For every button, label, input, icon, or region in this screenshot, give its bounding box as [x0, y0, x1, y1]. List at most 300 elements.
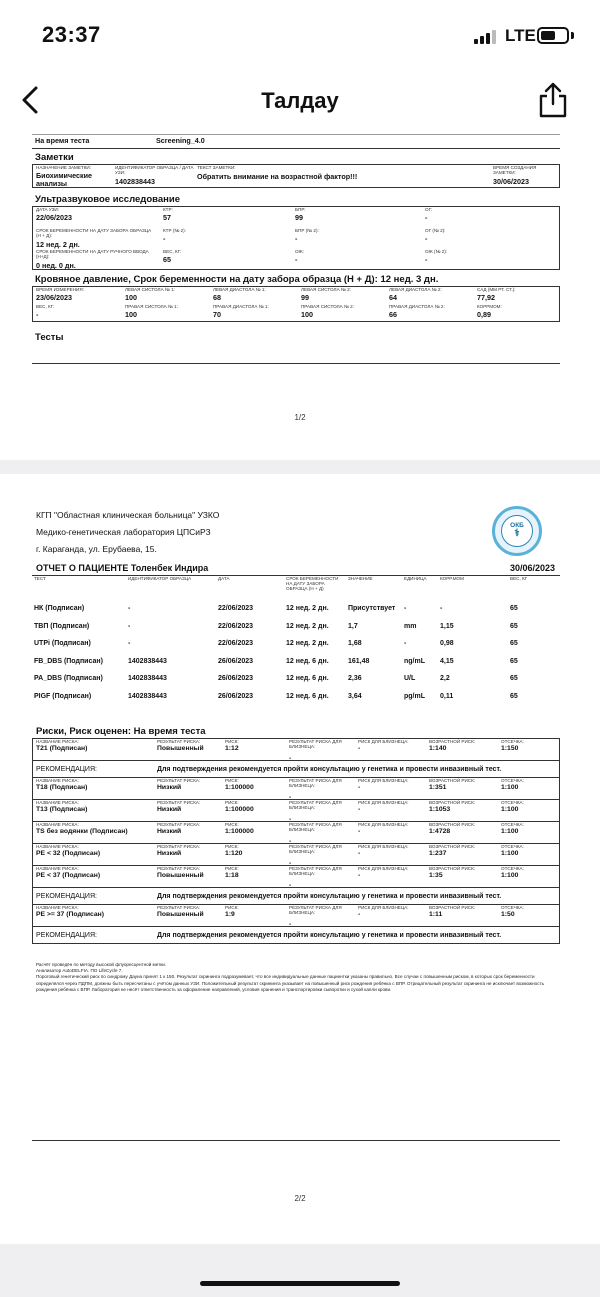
risk-cell [289, 823, 355, 845]
risk-cell [501, 906, 567, 918]
risk-cell-label: ВОЗРАСТНОЙ РИСК: [429, 778, 476, 783]
risk-cell-value: Повышенный [157, 744, 204, 752]
risk-row [33, 843, 559, 865]
risk-cell [358, 845, 424, 857]
risk-cell-value: - [289, 793, 292, 801]
table-row [32, 635, 560, 653]
risk-cell [289, 906, 355, 928]
risk-cell [289, 845, 355, 867]
notes-text-label: ТЕКСТ ЗАМЕТКИ: [197, 165, 236, 170]
bp-value: 77,92 [477, 293, 495, 302]
risk-cell [501, 740, 567, 752]
table-cell: 12 нед. 6 дн. [286, 675, 329, 683]
risk-cell-value: PE >= 37 (Подписан) [36, 910, 105, 918]
ultrasound-label: ДАТА УЗИ: [36, 207, 59, 212]
bp-value: 100 [125, 293, 137, 302]
risk-cell-value: - [289, 920, 292, 928]
risk-cell-label: РЕЗУЛЬТАТ РИСКА ДЛЯ БЛИЗНЕЦА: [289, 905, 342, 915]
table-row [32, 670, 560, 688]
risk-cell-value: 1:35 [429, 871, 443, 879]
risk-row [33, 777, 559, 799]
risk-cell-value: - [358, 827, 361, 835]
footnote-2: Анализатор AutoDELFIA. ПО LifeCycle 7. [36, 968, 123, 974]
bp-title: Кровяное давление, Срок беременности на дату забора образца (Н + Д): 12 нед. 3 дн. [35, 274, 439, 285]
risk-cell-label: ВОЗРАСТНОЙ РИСК: [429, 800, 476, 805]
risk-cell-value: Низкий [157, 849, 182, 857]
risk-cell [36, 779, 154, 791]
bp-value: 100 [125, 310, 137, 319]
risk-cell-label: РИСК ДЛЯ БЛИЗНЕЦА: [358, 778, 409, 783]
recommendation-row [33, 887, 559, 904]
table-row [32, 688, 560, 706]
risk-cell [429, 779, 495, 791]
ultrasound-label: СРОК БЕРЕМЕННОСТИ НА ДАТУ ЗАБОРА ОБРАЗЦА (Н + Д): [36, 228, 152, 238]
risk-row [33, 865, 559, 887]
page-title: Талдау [261, 88, 339, 113]
risk-cell-value: 1:9 [225, 910, 235, 918]
cut-header-line [32, 132, 560, 135]
table-cell: 3,64 [348, 692, 362, 700]
notes-created: 30/06/2023 [493, 177, 529, 186]
risk-cell-value: - [289, 837, 292, 845]
ultrasound-value: - [425, 255, 428, 264]
risk-cell [36, 801, 154, 813]
org-line-1: КГП "Областная клиническая больница" УЗКО [36, 510, 220, 520]
risk-cell-value: - [289, 881, 292, 889]
table-cell: 161,48 [348, 657, 370, 665]
risk-cell-label: РИСК: [225, 905, 239, 910]
risk-cell [225, 845, 291, 857]
ultrasound-value: - [163, 234, 166, 243]
risk-cell-label: ВОЗРАСТНОЙ РИСК: [429, 844, 476, 849]
tests-header-cell: ЗНАЧЕНИЕ [348, 576, 373, 581]
logo-text: ОКБ [510, 522, 524, 529]
risk-cell-label: ВОЗРАСТНОЙ РИСК: [429, 866, 476, 871]
risk-cell-value: 1:100 [501, 783, 519, 791]
risk-cell-value: 1:237 [429, 849, 447, 857]
risk-cell [429, 845, 495, 857]
risk-cell-value: 1:50 [501, 910, 515, 918]
risk-cell-label: ОТСЕЧКА: [501, 905, 524, 910]
table-cell: U/L [404, 675, 416, 683]
document-page-2 [0, 474, 600, 1244]
risk-cell-value: 1:100 [501, 805, 519, 813]
table-cell: 22/06/2023 [218, 640, 254, 648]
risk-cell-label: ВОЗРАСТНОЙ РИСК: [429, 739, 476, 744]
table-cell: - [128, 622, 131, 630]
risk-cell-label: РЕЗУЛЬТАТ РИСКА: [157, 905, 201, 910]
risk-cell [501, 867, 567, 879]
bp-label: КОРРМОМ: [477, 304, 502, 309]
risk-cell-value: - [289, 754, 292, 762]
risk-cell-value: 1:18 [225, 871, 239, 879]
risk-cell-label: РЕЗУЛЬТАТ РИСКА ДЛЯ БЛИЗНЕЦА: [289, 739, 342, 749]
table-cell: 26/06/2023 [218, 692, 254, 700]
risk-cell [225, 740, 291, 752]
table-cell: 12 нед. 6 дн. [286, 657, 329, 665]
notes-title: Заметки [35, 152, 74, 163]
risk-cell [429, 740, 495, 752]
risk-cell-label: РЕЗУЛЬТАТ РИСКА: [157, 739, 201, 744]
table-cell: 1402838443 [128, 675, 167, 683]
ultrasound-label: КТР (№ 2): [163, 228, 186, 233]
risk-cell-value: - [289, 815, 292, 823]
status-bar [0, 0, 600, 70]
nav-bar [0, 70, 600, 132]
risk-cell [157, 740, 223, 752]
bp-label: ЛЕВАЯ ДИАСТОЛА № 1: [213, 287, 266, 292]
bp-label: ЛЕВАЯ СИСТОЛА № 1: [125, 287, 175, 292]
table-cell: 2,36 [348, 675, 362, 683]
ultrasound-value: 12 нед. 2 дн. [36, 240, 80, 249]
risk-cell [429, 867, 495, 879]
ultrasound-label: ВЕС, КГ: [163, 249, 182, 254]
risk-cell [501, 845, 567, 857]
risk-cell [429, 801, 495, 813]
risk-cell [36, 740, 154, 752]
risk-cell-label: ОТСЕЧКА: [501, 866, 524, 871]
risk-cell-label: РЕЗУЛЬТАТ РИСКА ДЛЯ БЛИЗНЕЦА: [289, 866, 342, 876]
risk-cell-label: РИСК: [225, 800, 239, 805]
risk-cell-value: - [289, 859, 292, 867]
table-cell: - [404, 640, 407, 648]
risk-cell-value: Низкий [157, 805, 182, 813]
risk-row [33, 821, 559, 843]
risk-cell-value: TS без водянки (Подписан) [36, 827, 128, 835]
table-cell: - [440, 605, 443, 613]
risk-cell-value: 1:150 [501, 744, 519, 752]
risk-cell-label: РИСК ДЛЯ БЛИЗНЕЦА: [358, 866, 409, 871]
bp-label: ПРАВАЯ СИСТОЛА № 2: [301, 304, 354, 309]
tests-header-cell: СРОК БЕРЕМЕННОСТИ НА ДАТУ ЗАБОРА ОБРАЗЦА (Н + Д) [286, 576, 339, 591]
risk-cell-value: 1:351 [429, 783, 447, 791]
risk-cell-label: ВОЗРАСТНОЙ РИСК: [429, 905, 476, 910]
footnotes [36, 962, 556, 993]
ultrasound-label: ОЖ (№ 2): [425, 249, 448, 254]
risk-cell [225, 906, 291, 918]
risk-row [33, 799, 559, 821]
table-cell: 65 [510, 675, 518, 683]
risk-cell-value: 1:11 [429, 910, 443, 918]
table-cell: mm [404, 622, 417, 630]
recommendation-row [33, 926, 559, 943]
org-line-3: г. Караганда, ул. Ерубаева, 15. [36, 544, 157, 554]
table-cell: - [128, 605, 131, 613]
report-title: ОТЧЕТ О ПАЦИЕНТЕ Толенбек Индира [36, 563, 209, 573]
ultrasound-box [32, 206, 560, 270]
risk-cell-value: - [358, 744, 361, 752]
risk-cell-value: 1:100 [501, 871, 519, 879]
notes-id-label: ИДЕНТИФИКАТОР ОБРАЗЦА / ДАТА УЗИ: [115, 165, 194, 175]
table-cell: 12 нед. 2 дн. [286, 622, 329, 630]
risk-cell-value: 1:1053 [429, 805, 451, 813]
bp-label: ПРАВАЯ ДИАСТОЛА № 1: [213, 304, 269, 309]
risk-cell-value: Низкий [157, 783, 182, 791]
risk-cell-label: РЕЗУЛЬТАТ РИСКА: [157, 866, 201, 871]
risk-cell [157, 823, 223, 835]
risk-cell-label: РЕЗУЛЬТАТ РИСКА: [157, 822, 201, 827]
risk-cell-label: РЕЗУЛЬТАТ РИСКА ДЛЯ БЛИЗНЕЦА: [289, 822, 342, 832]
risk-cell [358, 906, 424, 918]
bp-value: 68 [213, 293, 221, 302]
battery-icon [537, 27, 569, 44]
risk-cell-label: НАЗВАНИЕ РИСКА: [36, 844, 79, 849]
footnote-3: Пороговый генетический риск по синдрому Дауна принят 1 к 150. Результат скрининга подразумевает, что все индивидуальные данные пациентки указаны правильно. Все случаи с повышенным риском, в которых срок беременности определялся через ПДПМ, должны быть пересчитаны с учётом данных УЗИ. Положительный результат скрининга указывает на повышенный риск рождения ребёнка с ВПР. Отрицательный результат скрининга не исключает возможность рождения ребёнка с ВПР. Лаборатория не несёт ответственность за оформление направлений, условия хранения и транспортировки сыворотки и сухой капли крови. [36, 974, 545, 992]
risk-cell-label: РИСК: [225, 778, 239, 783]
network-label: LTE [505, 26, 536, 45]
risk-cell [157, 906, 223, 918]
table-cell: 65 [510, 640, 518, 648]
risk-cell-value: 1:100 [501, 827, 519, 835]
bp-value: 0,89 [477, 310, 491, 319]
risk-cell-value: T18 (Подписан) [36, 783, 88, 791]
table-cell: FB_DBS (Подписан) [34, 657, 103, 665]
table-cell: 65 [510, 657, 518, 665]
ultrasound-value: 22/06/2023 [36, 213, 72, 222]
risk-cell-value: 1:100 [501, 849, 519, 857]
risk-cell-value: 1:12 [225, 744, 239, 752]
ultrasound-title: Ультразвуковое исследование [35, 194, 180, 205]
table-cell: 22/06/2023 [218, 605, 254, 613]
table-cell: - [404, 605, 407, 613]
divider [32, 148, 560, 149]
table-cell: - [128, 640, 131, 648]
risk-cell [358, 779, 424, 791]
page-number-1: 1/2 [294, 413, 306, 422]
risk-cell-value: 1:100000 [225, 827, 254, 835]
recommendation-text: Для подтверждения рекомендуется пройти консультацию у генетика и провести инвазивный тест. [157, 893, 502, 900]
risk-cell-value: 1:120 [225, 849, 243, 857]
risk-cell [36, 867, 154, 879]
table-cell: 12 нед. 2 дн. [286, 605, 329, 613]
share-button[interactable] [536, 80, 570, 120]
table-cell: 4,15 [440, 657, 454, 665]
table-cell: 26/06/2023 [218, 675, 254, 683]
caduceus-icon: ⚕ [514, 528, 520, 539]
risk-cell-label: РИСК: [225, 866, 239, 871]
risk-cell [501, 779, 567, 791]
ultrasound-label: ОЖ: [295, 249, 304, 254]
risk-row [33, 904, 559, 926]
table-cell: UTPi (Подписан) [34, 640, 91, 648]
table-cell: НК (Подписан) [34, 605, 85, 613]
ultrasound-label: БПР: [295, 207, 306, 212]
risk-cell-label: РИСК ДЛЯ БЛИЗНЕЦА: [358, 739, 409, 744]
risks-title: Риски, Риск оценен: На время теста [36, 726, 206, 737]
table-cell: PA_DBS (Подписан) [34, 675, 103, 683]
risk-cell-value: T13 (Подписан) [36, 805, 88, 813]
notes-sample-id: 1402838443 [115, 177, 155, 186]
recommendation-row [33, 760, 559, 777]
bp-value: 66 [389, 310, 397, 319]
recommendation-label: РЕКОМЕНДАЦИЯ: [36, 932, 97, 939]
risk-cell-label: НАЗВАНИЕ РИСКА: [36, 866, 79, 871]
table-cell: 12 нед. 2 дн. [286, 640, 329, 648]
signal-icon [474, 30, 496, 44]
table-row [32, 600, 560, 618]
ultrasound-value: 0 нед. 0 дн. [36, 261, 76, 270]
table-cell: pg/mL [404, 692, 425, 700]
risk-cell-value: - [358, 871, 361, 879]
risk-cell-value: - [358, 910, 361, 918]
footnote-1: Расчёт проведён по методу высокой флуоресцентной метки. [36, 962, 167, 967]
table-cell: 1,68 [348, 640, 362, 648]
risk-cell-label: РИСК: [225, 739, 239, 744]
risk-cell [501, 801, 567, 813]
tests-header-cell: ВЕС, КГ [510, 576, 528, 581]
home-indicator [200, 1281, 400, 1286]
bp-label: ВРЕМЯ ИЗМЕРЕНИЯ: [36, 287, 84, 292]
ultrasound-label: БПР (№ 2): [295, 228, 319, 233]
risk-cell-label: ОТСЕЧКА: [501, 739, 524, 744]
notes-purpose-label: НАЗНАЧЕНИЕ ЗАМЕТКИ: [36, 165, 92, 170]
risk-cell-value: - [358, 805, 361, 813]
table-cell: 2,2 [440, 675, 450, 683]
ultrasound-value: - [295, 255, 298, 264]
risk-cell-value: PE < 32 (Подписан) [36, 849, 101, 857]
document-page-1 [0, 132, 600, 460]
ultrasound-value: - [425, 213, 428, 222]
bp-label: ЛЕВАЯ ДИАСТОЛА № 2: [389, 287, 442, 292]
page2-content [32, 474, 560, 1174]
risk-cell-value: 1:100000 [225, 805, 254, 813]
risk-cell-label: РИСК ДЛЯ БЛИЗНЕЦА: [358, 822, 409, 827]
ultrasound-value: - [295, 234, 298, 243]
table-cell: ng/mL [404, 657, 425, 665]
divider [32, 363, 560, 364]
risk-row [33, 738, 559, 760]
table-cell: 12 нед. 6 дн. [286, 692, 329, 700]
share-icon [536, 80, 570, 120]
table-cell: 22/06/2023 [218, 622, 254, 630]
risk-cell [358, 740, 424, 752]
risk-cell-label: РЕЗУЛЬТАТ РИСКА ДЛЯ БЛИЗНЕЦА: [289, 844, 342, 854]
risk-cell-label: РЕЗУЛЬТАТ РИСКА: [157, 800, 201, 805]
tests-title: Тесты [35, 332, 64, 343]
ultrasound-value: 57 [163, 213, 171, 222]
risk-cell-value: Повышенный [157, 871, 204, 879]
risk-cell [289, 867, 355, 889]
risk-cell-label: РИСК ДЛЯ БЛИЗНЕЦА: [358, 905, 409, 910]
risk-cell [501, 823, 567, 835]
ultrasound-label: ОГ (№ 2): [425, 228, 446, 233]
risk-cell-label: РИСК: [225, 844, 239, 849]
table-cell: 1,7 [348, 622, 358, 630]
screening-version: Screening_4.0 [156, 136, 205, 145]
ultrasound-label: СРОК БЕРЕМЕННОСТИ НА ДАТУ РУЧНОГО ВВОДА (Н+Д): [36, 249, 149, 259]
table-cell: 26/06/2023 [218, 657, 254, 665]
risk-cell-label: ВОЗРАСТНОЙ РИСК: [429, 822, 476, 827]
tests-table [32, 576, 560, 705]
risk-cell [358, 867, 424, 879]
risk-cell-value: - [358, 783, 361, 791]
risk-cell-value: T21 (Подписан) [36, 744, 88, 752]
risk-cell [157, 779, 223, 791]
risk-cell [157, 867, 223, 879]
risk-cell [36, 906, 154, 918]
bp-value: 23/06/2023 [36, 293, 72, 302]
table-cell: 0,11 [440, 692, 454, 700]
risk-cell-label: НАЗВАНИЕ РИСКА: [36, 778, 79, 783]
risk-cell-label: ОТСЕЧКА: [501, 844, 524, 849]
risk-cell [225, 823, 291, 835]
risk-cell-label: НАЗВАНИЕ РИСКА: [36, 822, 79, 827]
ultrasound-value: 65 [163, 255, 171, 264]
bp-value: 99 [301, 293, 309, 302]
tests-header-row [32, 576, 560, 600]
bp-value: - [36, 310, 39, 319]
tests-header-cell: КОРР.МОМ [440, 576, 464, 581]
risk-cell-label: РИСК: [225, 822, 239, 827]
tests-header-cell: ДАТА [218, 576, 230, 581]
status-time: 23:37 [42, 22, 101, 47]
bp-label: САД (ММ РТ. СТ.): [477, 287, 516, 292]
risk-cell-value: Повышенный [157, 910, 204, 918]
bp-label: ПРАВАЯ ДИАСТОЛА № 2: [389, 304, 445, 309]
recommendation-text: Для подтверждения рекомендуется пройти консультацию у генетика и провести инвазивный тест. [157, 766, 502, 773]
table-cell: Присутствует [348, 605, 396, 613]
notes-created-label: ВРЕМЯ СОЗДАНИЯ ЗАМЕТКИ: [493, 165, 537, 175]
risk-cell [36, 845, 154, 857]
table-row [32, 653, 560, 671]
tests-header-cell: ИДЕНТИФИКАТОР ОБРАЗЦА [128, 576, 192, 581]
risk-cell-label: РЕЗУЛЬТАТ РИСКА ДЛЯ БЛИЗНЕЦА: [289, 778, 342, 788]
bp-value: 64 [389, 293, 397, 302]
ultrasound-value: 99 [295, 213, 303, 222]
risk-cell [358, 801, 424, 813]
battery-tip [571, 32, 574, 39]
risk-cell [429, 906, 495, 918]
table-cell: 1402838443 [128, 657, 167, 665]
risk-cell-value: 1:4728 [429, 827, 451, 835]
risk-cell [225, 867, 291, 879]
table-cell: 1,15 [440, 622, 454, 630]
risk-cell [36, 823, 154, 835]
risk-cell-value: - [358, 849, 361, 857]
risk-cell-label: РИСК ДЛЯ БЛИЗНЕЦА: [358, 844, 409, 849]
risk-cell [358, 823, 424, 835]
risk-cell [225, 801, 291, 813]
risk-cell-value: PE < 37 (Подписан) [36, 871, 101, 879]
divider [32, 1140, 560, 1141]
risk-cell [157, 845, 223, 857]
risk-cell [289, 740, 355, 762]
test-time-value: На время теста [35, 136, 90, 145]
page1-content [32, 132, 560, 372]
risk-cell-value: Низкий [157, 827, 182, 835]
bp-label: ЛЕВАЯ СИСТОЛА № 2: [301, 287, 351, 292]
table-cell: 65 [510, 692, 518, 700]
risk-cell-label: РЕЗУЛЬТАТ РИСКА ДЛЯ БЛИЗНЕЦА: [289, 800, 342, 810]
risk-cell [289, 779, 355, 801]
risk-cell-label: РЕЗУЛЬТАТ РИСКА: [157, 778, 201, 783]
recommendation-text: Для подтверждения рекомендуется пройти консультацию у генетика и провести инвазивный тест. [157, 932, 502, 939]
table-row [32, 618, 560, 636]
bp-value: 100 [301, 310, 313, 319]
bp-label: ВЕС, КГ: [36, 304, 55, 309]
tests-table-wrap [32, 576, 560, 705]
table-cell: PIGF (Подписан) [34, 692, 92, 700]
ultrasound-label: КТР: [163, 207, 173, 212]
recommendation-label: РЕКОМЕНДАЦИЯ: [36, 893, 97, 900]
risks-block [32, 738, 560, 944]
tests-header-cell: ТЕСТ [34, 576, 46, 581]
bp-value: 70 [213, 310, 221, 319]
report-date: 30/06/2023 [510, 563, 556, 573]
risk-cell-value: 1:100000 [225, 783, 254, 791]
risk-cell-label: РЕЗУЛЬТАТ РИСКА: [157, 844, 201, 849]
table-cell: 1402838443 [128, 692, 167, 700]
